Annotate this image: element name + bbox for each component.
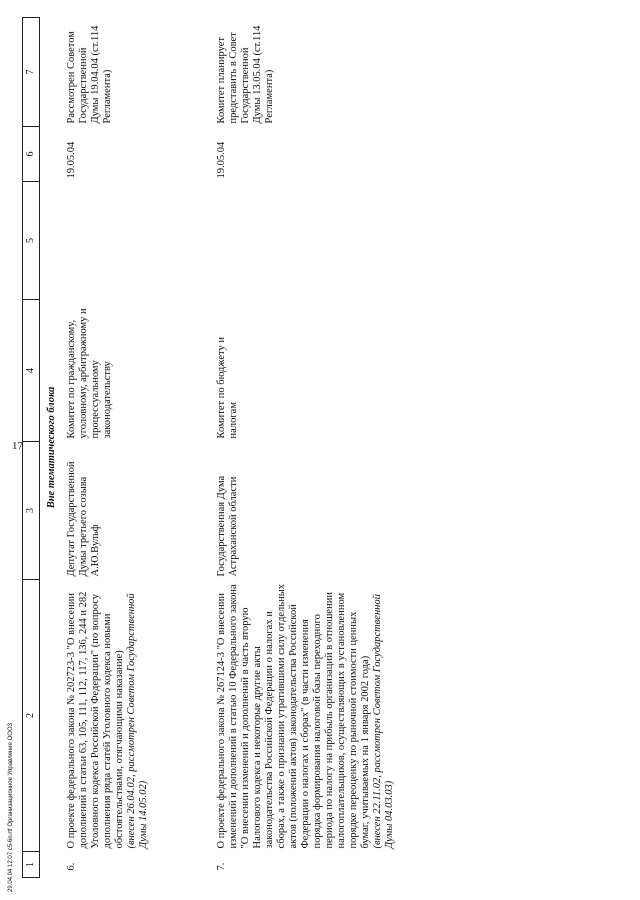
review-date: 19.05.04 [66,141,77,179]
column-header-7: 7 [23,18,40,127]
bill-status: Рассмотрен Советом Государственной Думы 19.04.04 (ст.114 Регламента) [66,25,113,124]
page-number: 17 [12,440,23,452]
column-header-4: 4 [23,300,40,442]
column-header-1: 1 [23,852,40,878]
bill-description [60,580,210,852]
table-row [60,18,210,878]
column-header-2: 2 [23,580,40,852]
bill-author: Депутат Государственной Думы третьего созыва А.Ю.Вульф [66,461,101,577]
review-date: 19.05.04 [216,141,227,179]
document-footer: 29.04.04 12:07 c5-6n.rtf Организационное Управление ООО3 [8,723,14,892]
column-5-cell [210,182,396,300]
column-header-3: 3 [23,442,40,580]
row-number: 7. [216,862,227,871]
bill-title: О проекте федерального закона № 202723-3 "О внесении дополнений в статьи 63, 105, 111, 112, 117, 136, 244 и 282 Уголовного кодекса Российской Федерации" (по вопросу дополнения ряда статей Уголовного кодекса новыми обстоятельствами, отягчающими наказание) [66,591,125,849]
bill-status: Комитет планирует представить в Совет Государственной Думы 13.05.04 (ст.114 Регламента) [216,25,275,124]
column-header-6: 6 [23,127,40,182]
table-row [210,18,396,878]
bill-description [210,580,396,852]
responsible-committee: Комитет по гражданскому, уголовному, арбитражному и процессуальному законодательству [66,308,113,439]
document-table-frame [22,18,622,878]
block-heading: Вне тематического блока [46,386,57,509]
bill-note: (внесен 26.04.02, рассмотрен Советом Государственной Думы 14.05.02) [126,593,149,849]
bill-title: О проекте федерального закона № 267124-3 "О внесении изменений и дополнений в статью 10 Федерального закона "О внесении изменений и дополнений в часть вторую Налогового кодекса и некоторые другие акты законодательства Российской Федерации о налогах и сборах, а также о признании утратившими силу отдельных актов (положений актов) законодательства Российской Федерации о налогах и сборах" (в части изменения порядка формирования налоговой базы переходного периода по налогу на прибыль организаций в отношении налогоплательщиков, осуществляющих в установленном порядке переоценку по рыночной стоимости ценных бумаг, учитываемых на 1 января 2002 года) [216,583,371,849]
bill-note: (внесен 22.11.02, рассмотрен Советом Государственной Думы 04.03.03) [372,594,395,849]
bill-author: Государственная Дума Астраханской области [216,475,239,577]
bills-table [22,17,396,878]
responsible-committee: Комитет по бюджету и налогам [216,337,239,439]
row-number: 6. [66,862,77,871]
column-header-5: 5 [23,182,40,300]
column-number-row [23,18,40,878]
column-5-cell [60,182,210,300]
